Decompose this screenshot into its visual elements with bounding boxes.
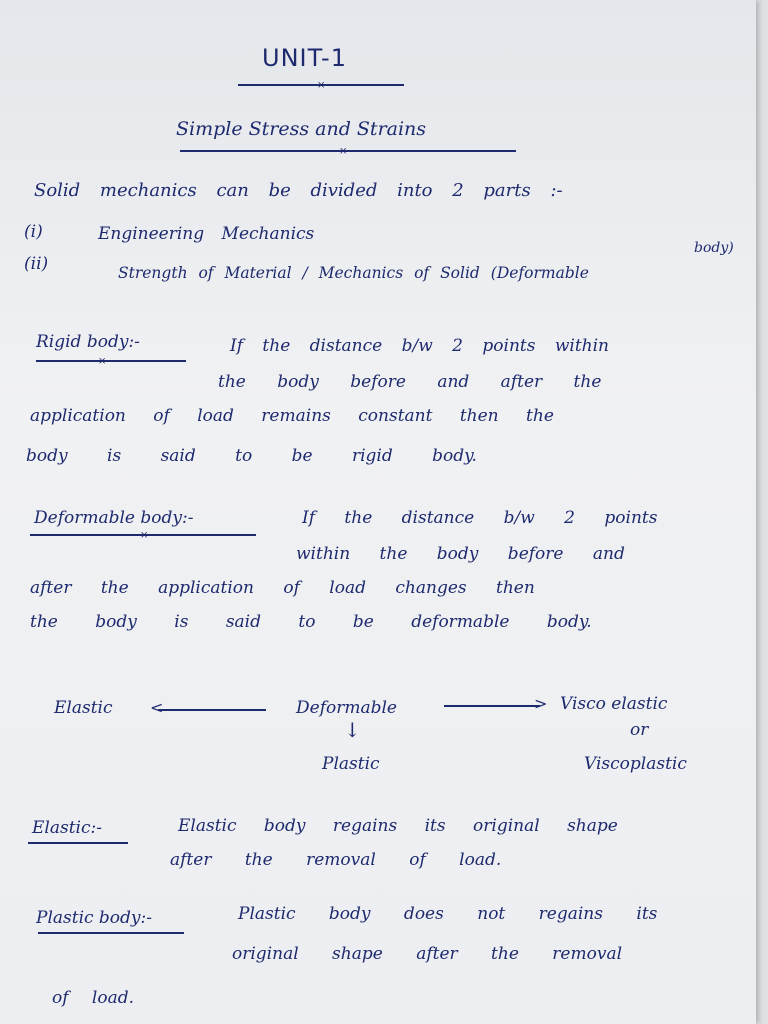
definition-line: application of load remains constant then the bbox=[30, 406, 554, 426]
underline-mark: × bbox=[140, 530, 149, 541]
list-marker: (i) bbox=[24, 222, 43, 242]
definition-line: Plastic body does not regains its bbox=[238, 904, 658, 924]
definition-line: of load. bbox=[52, 988, 135, 1008]
definition-line: after the removal of load. bbox=[170, 850, 502, 870]
diagram-label-or: or bbox=[630, 720, 649, 740]
diagram-label-visco-elastic: Visco elastic bbox=[560, 694, 668, 714]
term-underline bbox=[28, 842, 128, 844]
list-item: Engineering Mechanics bbox=[98, 224, 315, 244]
underline-mark: × bbox=[98, 356, 107, 367]
arrow-right-head-icon: > bbox=[534, 694, 548, 713]
intro-text: Solid mechanics can be divided into 2 parts :- bbox=[34, 180, 563, 201]
definition-line: after the application of load changes then bbox=[30, 578, 535, 598]
list-item: Strength of Material / Mechanics of Solid (Deformable bbox=[118, 264, 589, 282]
definition-line: within the body before and bbox=[296, 544, 625, 564]
definition-line: original shape after the removal bbox=[232, 944, 623, 964]
term-plastic-body: Plastic body:- bbox=[36, 908, 153, 928]
arrow-right-line bbox=[444, 705, 540, 707]
term-rigid-body: Rigid body:- bbox=[36, 332, 140, 352]
underline-mark: × bbox=[339, 146, 348, 157]
section-subtitle: Simple Stress and Strains bbox=[176, 118, 427, 140]
diagram-label-viscoplastic: Viscoplastic bbox=[584, 754, 687, 774]
term-elastic: Elastic:- bbox=[32, 818, 102, 838]
list-marker: (ii) bbox=[24, 254, 49, 274]
diagram-label-elastic: Elastic bbox=[54, 698, 113, 718]
definition-line: body is said to be rigid body. bbox=[26, 446, 477, 466]
term-deformable-body: Deformable body:- bbox=[34, 508, 194, 528]
term-underline bbox=[36, 360, 186, 362]
subtitle-underline bbox=[180, 150, 516, 152]
definition-line: the body before and after the bbox=[218, 372, 602, 392]
arrow-left-head-icon: < bbox=[150, 698, 164, 717]
definition-line: the body is said to be deformable body. bbox=[30, 612, 592, 632]
underline-mark: × bbox=[317, 80, 326, 91]
definition-line: Elastic body regains its original shape bbox=[178, 816, 618, 836]
diagram-label-deformable: Deformable bbox=[296, 698, 397, 718]
arrow-left-line bbox=[158, 709, 266, 711]
term-underline bbox=[38, 932, 184, 934]
definition-line: If the distance b/w 2 points within bbox=[230, 336, 610, 356]
list-item-superscript: body) bbox=[694, 240, 734, 256]
arrow-down-icon: ↓ bbox=[344, 718, 361, 742]
definition-line: If the distance b/w 2 points bbox=[302, 508, 658, 528]
diagram-label-plastic: Plastic bbox=[322, 754, 380, 774]
page-title: UNIT-1 bbox=[262, 44, 347, 72]
